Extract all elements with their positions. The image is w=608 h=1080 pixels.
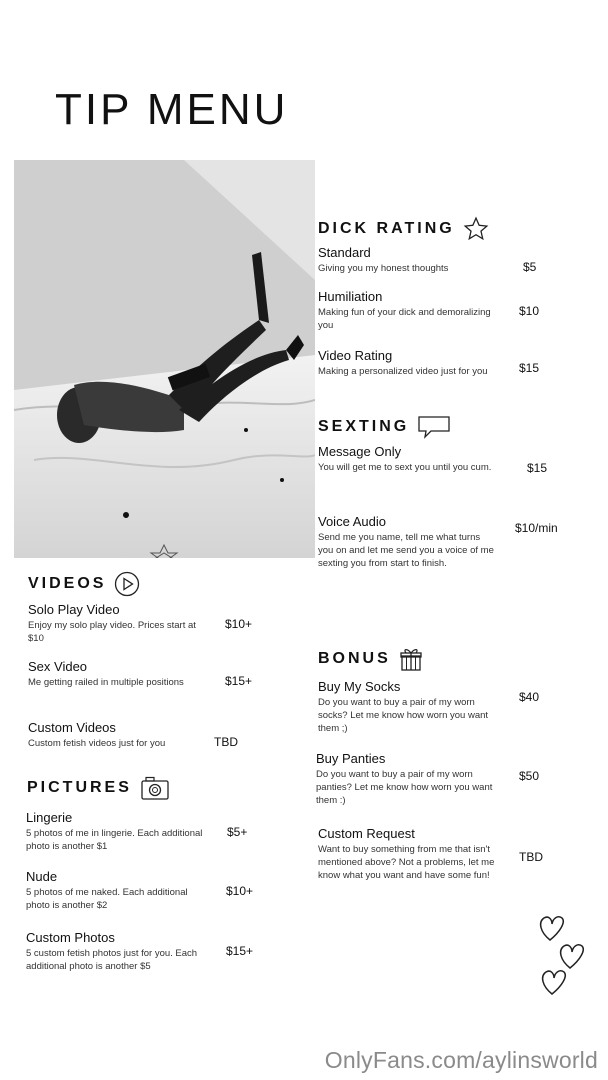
videos-heading (28, 571, 140, 597)
videos-title: VIDEOS (28, 575, 107, 592)
item-name: Buy My Socks (318, 679, 401, 694)
camera-icon (140, 775, 170, 801)
play-circle-icon (114, 571, 140, 597)
item-description: You will get me to sext you until you cum. (318, 462, 492, 473)
item-name: Custom Request (318, 826, 415, 841)
item-price: TBD (214, 735, 238, 749)
item-name: Custom Videos (28, 720, 116, 735)
item-name: Message Only (318, 444, 402, 459)
gift-icon (399, 646, 423, 672)
menu-item (318, 348, 498, 378)
item-name: Solo Play Video (28, 602, 120, 617)
speech-bubble-icon (417, 415, 451, 439)
item-description: Me getting railed in multiple positions (28, 677, 184, 688)
menu-item (318, 289, 498, 332)
menu-item (316, 751, 496, 807)
item-name: Sex Video (28, 659, 88, 674)
sexting-title: SEXTING (318, 418, 410, 435)
sexting-heading (318, 415, 451, 439)
item-price: $15 (527, 461, 548, 475)
menu-item (318, 826, 498, 882)
item-price: $5 (523, 260, 537, 274)
item-price: $5+ (227, 825, 248, 839)
item-price: $40 (519, 690, 540, 704)
item-description: Want to buy something from me that isn't mentioned above? Not a problems, let me know what you want and have some fun! (318, 844, 495, 881)
menu-item (318, 444, 498, 474)
menu-item (318, 679, 498, 735)
menu-item (28, 659, 208, 689)
item-name: Nude (26, 869, 58, 884)
item-price: $15+ (225, 674, 253, 688)
bonus-heading (318, 646, 423, 672)
star-outline-icon (463, 216, 489, 242)
item-name: Standard (318, 245, 371, 260)
item-name: Humiliation (318, 289, 383, 304)
menu-item (26, 930, 212, 973)
menu-item (318, 514, 498, 570)
item-name: Custom Photos (26, 930, 115, 945)
pictures-heading (27, 775, 170, 801)
item-price: $15+ (226, 944, 254, 958)
menu-item (28, 720, 218, 750)
item-description: 5 custom fetish photos just for you. Each additional photo is another $5 (26, 948, 198, 972)
item-description: Making a personalized video just for you (318, 366, 488, 377)
item-price: $10+ (225, 617, 253, 631)
item-description: 5 photos of me naked. Each additional photo is another $2 (26, 887, 188, 911)
item-description: 5 photos of me in lingerie. Each additional photo is another $1 (26, 828, 203, 852)
hearts-doodle-icon (536, 912, 588, 998)
item-price: $15 (519, 361, 540, 375)
page-title: TIP MENU (55, 85, 289, 134)
item-description: Custom fetish videos just for you (28, 738, 166, 749)
item-description: Enjoy my solo play video. Prices start at $10 (28, 620, 196, 644)
item-description: Do you want to buy a pair of my worn socks? Let me know how worn you want them ;) (318, 697, 489, 734)
menu-item (26, 810, 206, 853)
item-price: TBD (519, 850, 543, 864)
item-description: Send me you name, tell me what turns you on and let me send you a voice of me sexting you from start to finish. (318, 532, 494, 569)
item-name: Voice Audio (318, 514, 386, 529)
menu-item (28, 602, 208, 645)
item-price: $50 (519, 769, 540, 783)
dick-rating-heading (318, 216, 489, 242)
item-price: $10 (519, 304, 540, 318)
bedroom-photo (14, 160, 315, 558)
item-name: Lingerie (26, 810, 73, 825)
item-price: $10+ (226, 884, 254, 898)
item-description: Giving you my honest thoughts (318, 263, 449, 274)
menu-item (318, 245, 498, 275)
footer-watermark: OnlyFans.com/aylinsworld (324, 1047, 598, 1073)
item-description: Do you want to buy a pair of my worn panties? Let me know how worn you want them :) (316, 769, 493, 806)
pictures-title: PICTURES (27, 779, 132, 796)
bonus-title: BONUS (318, 650, 391, 667)
item-name: Video Rating (318, 348, 393, 363)
item-price: $10/min (515, 521, 558, 535)
menu-item (26, 869, 206, 912)
dick-rating-title: DICK RATING (318, 220, 455, 237)
item-name: Buy Panties (316, 751, 386, 766)
item-description: Making fun of your dick and demoralizing you (318, 307, 491, 331)
